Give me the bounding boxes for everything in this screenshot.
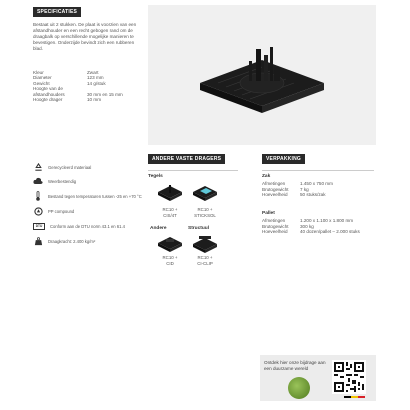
carrier-label: RC10 + CI-CLIP: [197, 255, 213, 266]
spec-row-gewicht: Gewicht 14 g/stuk: [33, 80, 106, 86]
spec-row-diameter: Diameter 123 mm: [33, 75, 104, 81]
recycle-pp-icon: [33, 207, 43, 217]
spec-table: [33, 70, 143, 102]
product-image: [148, 5, 376, 145]
feature-list: [33, 160, 143, 249]
zak-table: [262, 181, 377, 198]
pack-row: Hoeveelheid 40 dozen/pallet – 2.000 stuks: [262, 229, 360, 235]
spec-intro: Bestaat uit 2 stukken. De plaat is voorzien van een afstandhouder en een recht gebogen rand om de draagbalk op verschillende mogelijke manieren te bevestigen. Onderzijde bevindt zich een rubberen blad.: [33, 22, 137, 51]
recycle-icon: [33, 162, 43, 172]
carriers-heading: ANDERE VASTE DRAGERS: [148, 154, 225, 164]
pack-row: Brutogewicht 7 kg: [262, 186, 309, 192]
feature-item: Gerecycleerd materiaal: [33, 160, 143, 174]
carrier-label: RC10 + CID: [162, 255, 178, 266]
din-icon: DTU: [33, 223, 45, 230]
pallet-label: Pallet: [262, 211, 275, 216]
pack-row: Hoeveelheid 50 stuks/zak: [262, 192, 326, 198]
globe-icon: [288, 377, 310, 399]
packaging-heading: VERPAKKING: [262, 154, 305, 164]
spec-row-hoogte-drager: Hoogte drager 10 mm: [33, 97, 102, 103]
carrier-sticksol-image: [190, 183, 220, 205]
qr-code-icon: [332, 360, 366, 394]
thermometer-icon: [33, 191, 43, 201]
pack-row: Brutogewicht 300 kg: [262, 223, 314, 229]
qr-code[interactable]: [332, 360, 366, 394]
divider: [262, 170, 374, 171]
feature-item: Draagkracht: 2.400 kg/m²: [33, 234, 143, 249]
flag-red: [358, 396, 365, 398]
sustainability-box[interactable]: [260, 355, 376, 401]
andere-label: Andere: [150, 226, 167, 231]
carrier-label: RC10 + STICKSOL: [194, 207, 216, 218]
structuul-label: Structuul: [188, 226, 210, 231]
feature-item: Bestand tegen temperaturen tussen -25 en +70 °C: [33, 188, 143, 204]
carrier-label: RC10 + CIS/4T: [162, 207, 178, 218]
pedestal-illustration: [148, 5, 376, 145]
tegels-label: Tegels: [148, 174, 163, 179]
carrier-cid-image: [155, 234, 185, 254]
feature-item: PP compound: [33, 204, 143, 219]
carrier-ciclip-image: [190, 234, 220, 254]
spec-heading: SPECIFICATIES: [33, 7, 81, 17]
cloud-icon: [33, 176, 43, 186]
flag-black: [344, 396, 351, 398]
weight-icon: [33, 237, 43, 247]
zak-label: Zak: [262, 174, 271, 179]
spec-row-hoogte-afstandhouders: Hoogte van de afstandhouders 30 mm en 15 mm: [33, 86, 123, 97]
divider: [148, 170, 238, 171]
pack-row: Afmetingen 1.450 x 750 mm: [262, 181, 333, 186]
carrier-cis4t-image: [155, 183, 185, 205]
feature-item: Weerbestendig: [33, 174, 143, 188]
feature-item: DTU Conform aan de DTU norm 43.1 en 61.4: [33, 219, 143, 234]
flag-yellow: [351, 396, 358, 398]
sustainability-cta: Ontdek hier onze bijdrage aan een duurzame wereld: [264, 360, 326, 371]
spec-row-kleur: Kleur Zwart: [33, 70, 99, 75]
pallet-table: [262, 218, 377, 235]
pack-row: Afmetingen 1.200 x 1.100 x 1.800 mm: [262, 218, 354, 223]
